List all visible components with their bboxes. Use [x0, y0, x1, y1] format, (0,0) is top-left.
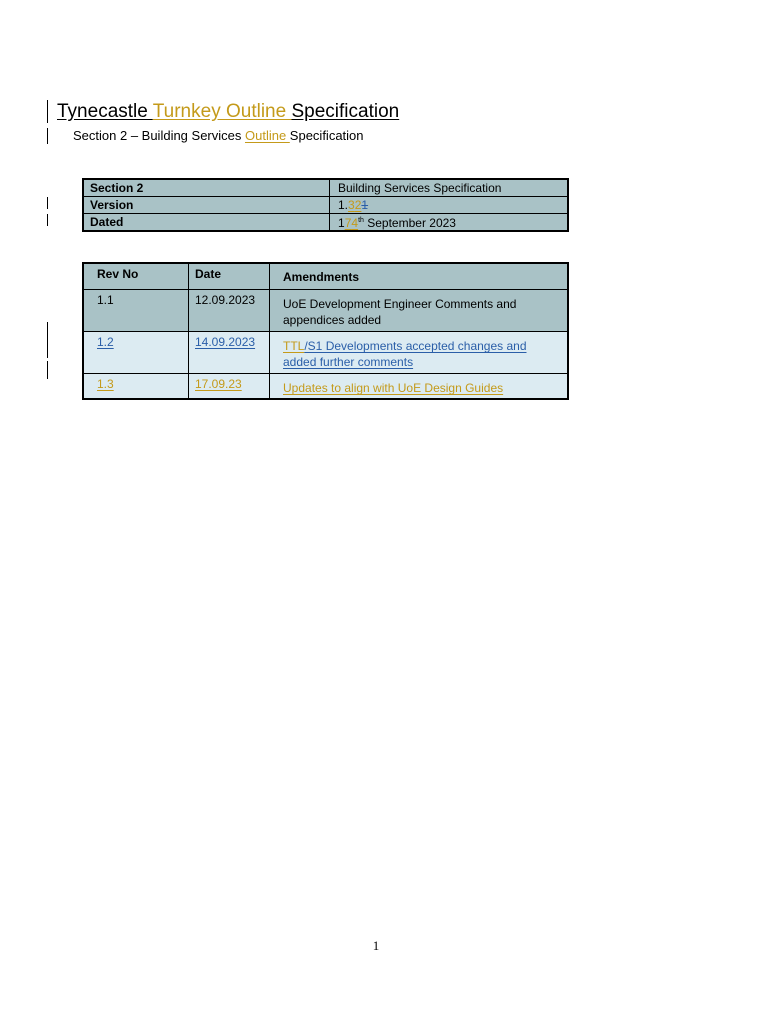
info-value-section: Building Services Specification	[330, 179, 569, 197]
rev-date-cell: 12.09.2023	[189, 290, 270, 332]
title-part-3-inserted: Outline	[225, 101, 292, 122]
info-label-version: Version	[83, 197, 330, 214]
change-bar-rev-1-3	[47, 361, 48, 379]
dated-inserted: 7	[344, 216, 352, 230]
header-amendments: Amendments	[270, 263, 569, 290]
version-inserted-2: 2	[354, 198, 362, 212]
table-row	[83, 332, 568, 374]
info-row-version	[83, 197, 568, 214]
subtitle-part-1: Section 2 – Building Services	[73, 128, 245, 143]
info-row-dated	[83, 214, 568, 232]
rev-amendment-cell	[270, 332, 569, 374]
document-subtitle	[73, 127, 364, 145]
header-rev-no: Rev No	[83, 263, 189, 290]
change-bar-dated	[47, 214, 48, 226]
rev-no-cell: 1.3	[83, 374, 189, 400]
info-table	[82, 178, 569, 232]
change-bar-rev-1-2	[47, 322, 48, 358]
table-row	[83, 290, 568, 332]
dated-prefix: 1	[338, 216, 345, 230]
document-title	[57, 100, 399, 124]
rev-date-cell: 17.09.23	[189, 374, 270, 400]
rev-no-cell: 1.2	[83, 332, 189, 374]
info-label-section: Section 2	[83, 179, 330, 197]
info-value-dated	[330, 214, 569, 232]
rev-no-cell: 1.1	[83, 290, 189, 332]
table-row	[83, 374, 568, 400]
info-value-version	[330, 197, 569, 214]
amendment-text: /S1 Developments accepted changes and added further comments	[283, 339, 527, 369]
change-bar-version	[47, 197, 48, 209]
header-date: Date	[189, 263, 270, 290]
title-part-2-inserted: Turnkey	[152, 101, 226, 122]
version-deleted: 1	[361, 198, 369, 212]
change-bar-subtitle	[47, 128, 48, 144]
version-inserted-1: 3	[348, 198, 355, 212]
info-label-dated: Dated	[83, 214, 330, 232]
revision-table	[82, 262, 569, 400]
rev-date-cell: 14.09.2023	[189, 332, 270, 374]
rev-amendment-cell: Updates to align with UoE Design Guides	[270, 374, 569, 400]
version-prefix: 1.	[338, 198, 349, 212]
rev-amendment-cell: UoE Development Engineer Comments and appendices added	[270, 290, 569, 332]
subtitle-part-2-inserted: Outline	[244, 128, 290, 143]
change-bar-title	[47, 100, 48, 123]
title-part-4: Specification	[291, 101, 400, 122]
amendment-inserted-ttl: TTL	[283, 339, 305, 353]
revision-header-row	[83, 263, 568, 290]
info-row-section	[83, 179, 568, 197]
title-part-1: Tynecastle	[57, 101, 153, 122]
dated-superscript: th	[358, 217, 364, 224]
dated-inserted-2: 4	[351, 216, 359, 230]
page-number: 1	[372, 938, 380, 953]
subtitle-part-3: Specification	[289, 128, 364, 143]
dated-rest: September 2023	[363, 216, 456, 230]
